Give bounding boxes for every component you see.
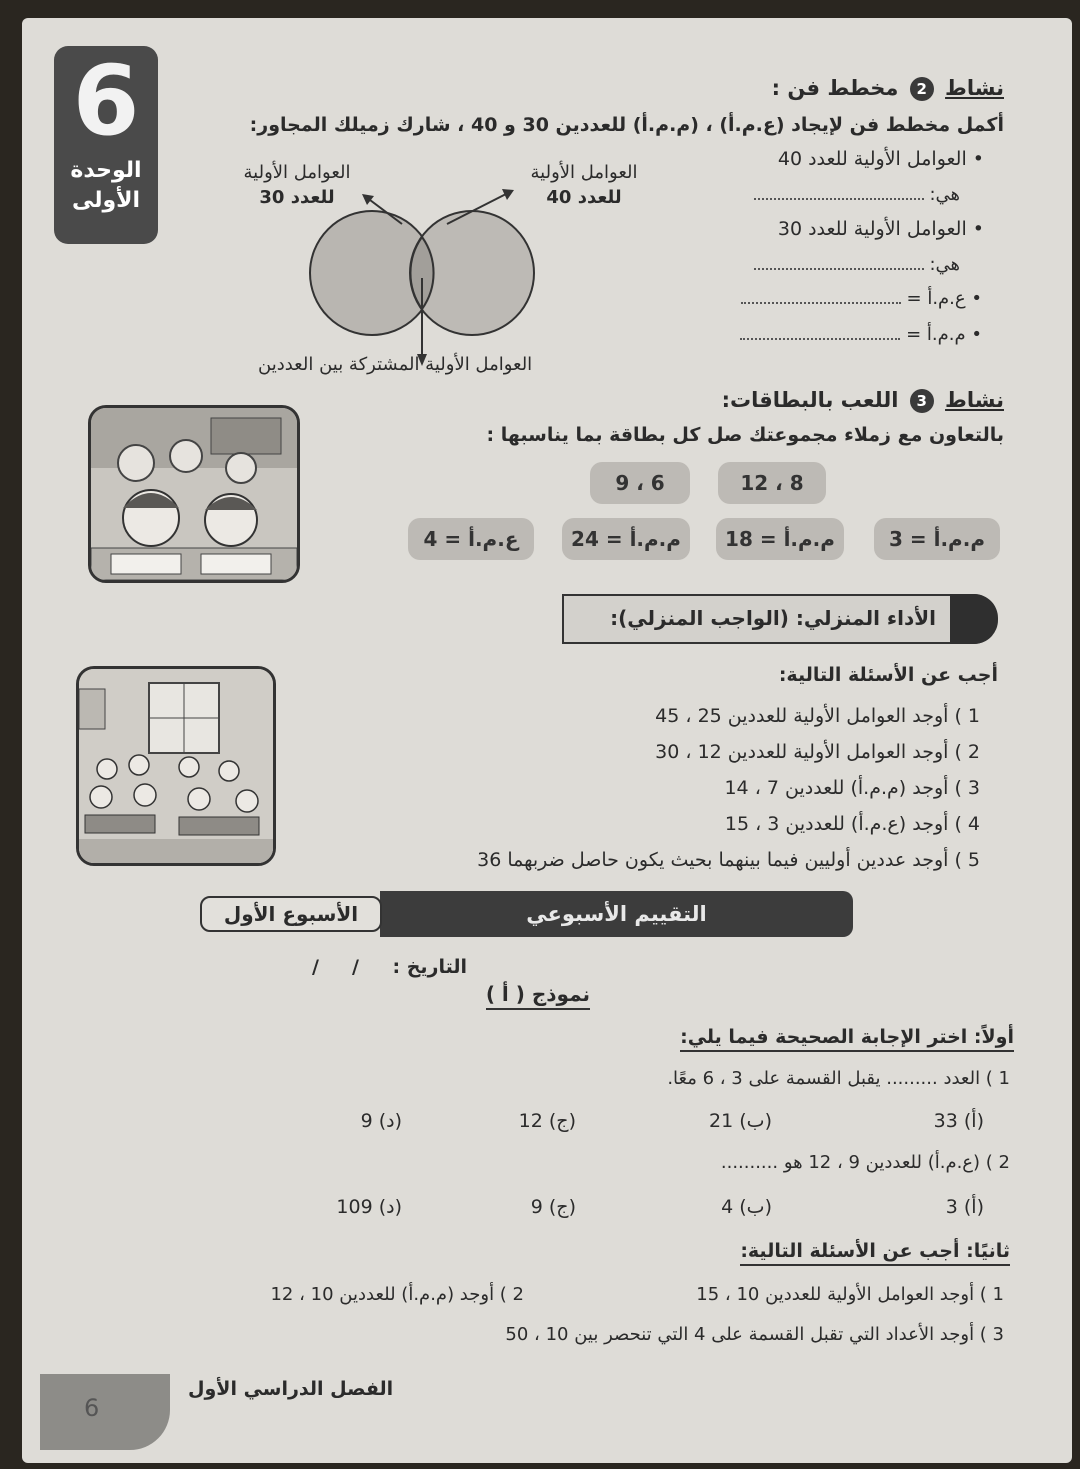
homework-list <box>280 698 980 878</box>
question-2: 2 ) (ع.م.أ) للعددين 9 ، 12 هو .......... <box>720 1152 1010 1173</box>
unit-badge <box>54 46 158 244</box>
classroom-drawing <box>79 669 273 863</box>
part2-question-3: 3 ) أوجد الأعداد التي تقبل القسمة على 4 التي تنحصر بين 10 ، 50 <box>505 1324 1004 1345</box>
card-lcm-24[interactable]: م.م.أ = 24 <box>562 518 690 560</box>
workbook-page <box>22 18 1072 1463</box>
card-12-8[interactable]: 12 ، 8 <box>718 462 826 504</box>
answer-blank <box>754 268 924 270</box>
part1-title: أولاً: اختر الإجابة الصحيحة فيما يلي: <box>680 1026 1014 1052</box>
q2-option-b[interactable]: (ب) 4 <box>721 1196 772 1218</box>
banner-arrow-icon <box>950 594 998 644</box>
list-item: 1 ) أوجد العوامل الأولية للعددين 25 ، 45 <box>655 705 980 727</box>
q2-option-a[interactable]: (أ) 3 <box>945 1196 984 1218</box>
weekly-assessment-title: التقييم الأسبوعي <box>380 891 853 937</box>
card-lcm-3[interactable]: م.م.أ = 3 <box>874 518 1000 560</box>
line-factors-30: • العوامل الأولية للعدد 30 <box>777 218 984 240</box>
activity3-label: نشاط <box>945 388 1004 412</box>
line-factors-30-answer: هي: <box>720 254 960 275</box>
answer-blank <box>741 302 901 304</box>
weekly-assessment-bar <box>200 891 853 937</box>
arrow-head <box>362 194 374 205</box>
line-gcf: • ع.م.أ = <box>722 288 982 309</box>
answer-blank <box>754 198 924 200</box>
activity2-title: مخطط فن : <box>771 76 899 100</box>
list-item: 3 ) أوجد (م.م.أ) للعددين 7 ، 14 <box>724 777 980 799</box>
activity2-label: نشاط <box>945 76 1004 100</box>
q2-option-d[interactable]: (د) 109 <box>336 1196 402 1218</box>
venn-label-40: العوامل الأولية للعدد 40 <box>530 162 638 208</box>
part2-question-1: 1 ) أوجد العوامل الأولية للعددين 10 ، 15 <box>696 1284 1004 1305</box>
q1-option-b[interactable]: (ب) 21 <box>709 1110 772 1132</box>
week-label: الأسبوع الأول <box>200 896 382 932</box>
date-value: / / <box>312 956 359 978</box>
children-illustration <box>88 405 300 583</box>
homework-intro: أجب عن الأسئلة التالية: <box>778 664 998 686</box>
activity2-heading <box>772 76 1004 101</box>
activity2-number: 2 <box>910 77 934 101</box>
card-9-6[interactable]: 9 ، 6 <box>590 462 690 504</box>
children-drawing <box>91 408 297 580</box>
list-item: 2 ) أوجد العوامل الأولية للعددين 12 ، 30 <box>655 741 980 763</box>
question-1: 1 ) العدد ......... يقبل القسمة على 3 ، 6 معًا. <box>667 1068 1010 1089</box>
line-lcm: • م.م.أ = <box>722 324 982 345</box>
venn-label-common: العوامل الأولية المشتركة بين العددين <box>258 354 533 375</box>
activity3-heading <box>722 388 1004 413</box>
q2-option-c[interactable]: (ج) 9 <box>530 1196 576 1218</box>
activity2-instruction: أكمل مخطط فن لإيجاد (ع.م.أ) ، (م.م.أ) للعددين 30 و 40 ، شارك زميلك المجاور: <box>249 114 1004 136</box>
part2-title: ثانيًا: أجب عن الأسئلة التالية: <box>740 1240 1010 1266</box>
list-item: 4 ) أوجد (ع.م.أ) للعددين 3 ، 15 <box>724 813 980 835</box>
model-label: نموذج ( أ ) <box>486 982 590 1010</box>
activity3-number: 3 <box>910 389 934 413</box>
card-gcf-4[interactable]: ع.م.أ = 4 <box>408 518 534 560</box>
line-factors-40: • العوامل الأولية للعدد 40 <box>777 148 984 170</box>
venn-label-30: العوامل الأولية للعدد 30 <box>243 162 351 208</box>
line-factors-40-answer: هي: <box>720 184 960 205</box>
homework-title: الأداء المنزلي: (الواجب المنزلي): <box>610 606 936 630</box>
unit-ordinal: الأولى <box>71 188 141 213</box>
activity3-title: اللعب بالبطاقات: <box>721 388 899 412</box>
part2-question-2: 2 ) أوجد (م.م.أ) للعددين 10 ، 12 <box>270 1284 524 1305</box>
q1-option-c[interactable]: (ج) 12 <box>518 1110 576 1132</box>
list-item: 5 ) أوجد عددين أوليين فيما بينهما بحيث يكون حاصل ضربهما 36 <box>477 849 980 871</box>
card-lcm-18[interactable]: م.م.أ = 18 <box>716 518 844 560</box>
unit-number: 6 <box>72 45 140 157</box>
date-label: التاريخ : <box>392 956 467 978</box>
q1-option-d[interactable]: (د) 9 <box>360 1110 402 1132</box>
page-number: 6 <box>84 1394 100 1422</box>
unit-label: الوحدة <box>70 158 142 183</box>
homework-banner <box>562 594 996 644</box>
activity3-instruction: بالتعاون مع زملاء مجموعتك صل كل بطاقة بما يناسبها : <box>486 424 1004 446</box>
semester-label: الفصل الدراسي الأول <box>188 1378 394 1400</box>
page-number-tab <box>40 1374 170 1450</box>
answer-blank <box>740 338 900 340</box>
classroom-illustration <box>76 666 276 866</box>
q1-option-a[interactable]: (أ) 33 <box>933 1110 984 1132</box>
